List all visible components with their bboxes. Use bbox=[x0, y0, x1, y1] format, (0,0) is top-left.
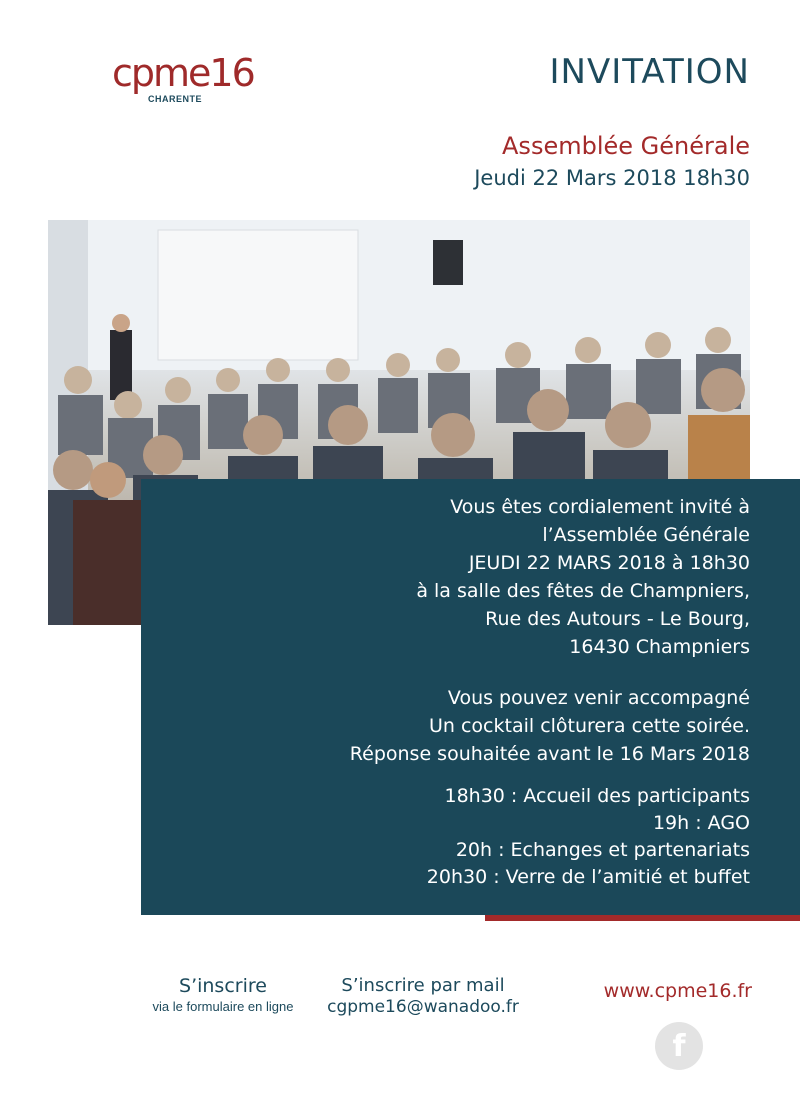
accent-divider bbox=[485, 915, 800, 921]
schedule-item: 20h : Echanges et partenariats bbox=[455, 839, 750, 861]
register-label: S’inscrire bbox=[179, 975, 267, 997]
invitation-notes bbox=[350, 684, 750, 768]
note-line: Réponse souhaitée avant le 16 Mars 2018 bbox=[349, 743, 750, 765]
register-sublabel: via le formulaire en ligne bbox=[152, 999, 294, 1014]
note-line: Un cocktail clôturera cette soirée. bbox=[429, 715, 750, 737]
mail-label: S’inscrire par mail bbox=[341, 975, 505, 996]
facebook-icon[interactable]: f bbox=[655, 1022, 703, 1070]
schedule-item: 20h30 : Verre de l’amitié et buffet bbox=[426, 866, 750, 888]
schedule-item: 19h : AGO bbox=[652, 812, 750, 834]
invite-line: JEUDI 22 MARS 2018 à 18h30 bbox=[468, 552, 750, 574]
website-link[interactable]: www.cpme16.fr bbox=[603, 980, 752, 1002]
logo-text: cpme bbox=[112, 51, 210, 95]
event-title: Assemblée Générale bbox=[502, 132, 750, 160]
logo-subtitle: CHARENTE bbox=[148, 94, 203, 104]
logo-number: 16 bbox=[209, 51, 254, 95]
invite-line: à la salle des fêtes de Champniers, bbox=[416, 580, 750, 602]
page-title: INVITATION bbox=[549, 52, 750, 92]
invite-line: Vous êtes cordialement invité à bbox=[450, 496, 750, 518]
invite-line: l’Assemblée Générale bbox=[542, 524, 750, 546]
cpme-logo bbox=[112, 48, 282, 108]
event-date: Jeudi 22 Mars 2018 18h30 bbox=[474, 166, 750, 190]
mail-address-link[interactable]: cgpme16@wanadoo.fr bbox=[327, 997, 519, 1017]
note-line: Vous pouvez venir accompagné bbox=[447, 687, 750, 709]
invite-line: Rue des Autours - Le Bourg, bbox=[485, 608, 750, 630]
invitation-text bbox=[416, 493, 750, 661]
register-by-mail bbox=[318, 975, 528, 1017]
register-online-link[interactable] bbox=[148, 975, 298, 1014]
event-schedule bbox=[427, 783, 750, 891]
invite-line: 16430 Champniers bbox=[569, 636, 750, 658]
schedule-item: 18h30 : Accueil des participants bbox=[444, 785, 750, 807]
invitation-details-panel bbox=[141, 479, 800, 915]
